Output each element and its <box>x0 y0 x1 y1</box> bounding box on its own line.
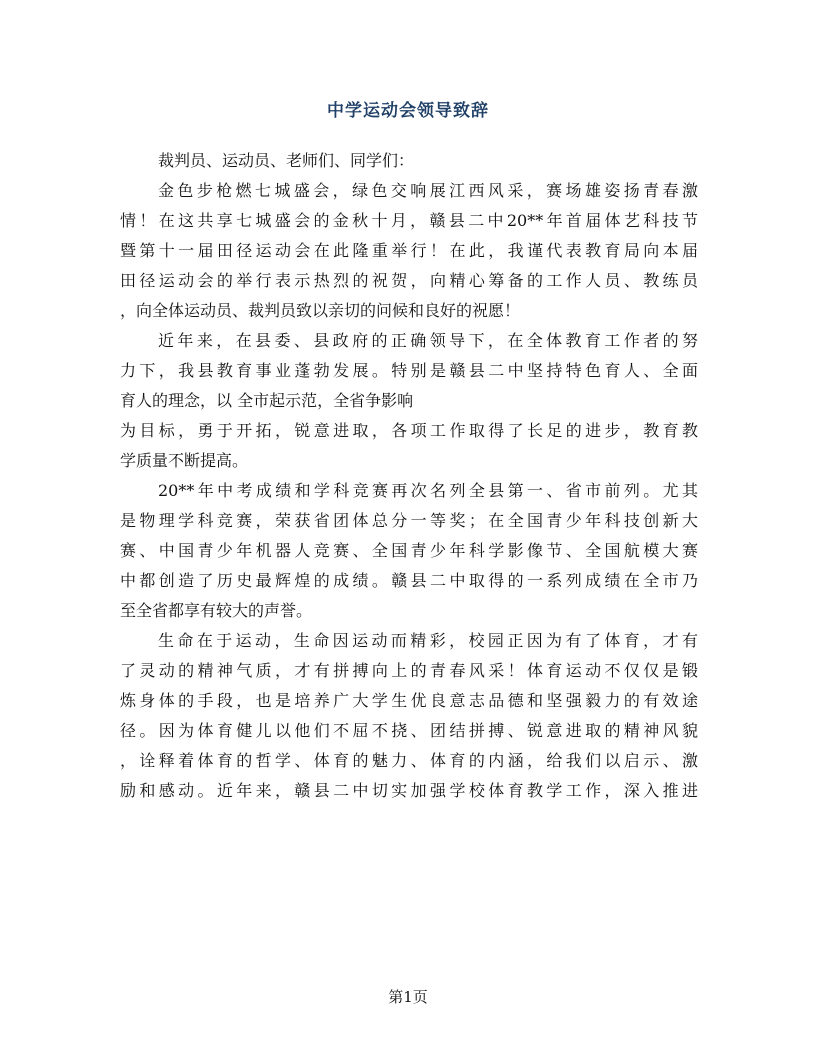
paragraph-line: 励和感动。近年来，赣县二中切实加强学校体育教学工作，深入推进 <box>120 781 698 800</box>
paragraph-line: 20**年中考成绩和学科竞赛再次名列全县第一、省市前列。尤其 <box>158 481 698 500</box>
paragraph-line: 赛、中国青少年机器人竞赛、全国青少年科学影像节、全国航模大赛 <box>120 541 698 560</box>
paragraph-line: 金色步枪燃七城盛会，绿色交响展江西风采，赛场雄姿扬青春激 <box>158 181 698 200</box>
paragraph-line: ，向全体运动员、裁判员致以亲切的问候和良好的祝愿！ <box>120 301 521 320</box>
paragraph-line: 情！在这共享七城盛会的金秋十月，赣县二中20**年首届体艺科技节 <box>120 211 698 230</box>
paragraph-line: 育人的理念，以 全市起示范，全省争影响 <box>120 391 414 410</box>
paragraph-line: ，诠释着体育的哲学、体育的魅力、体育的内涵，给我们以启示、激 <box>120 751 698 770</box>
paragraph-line: 生命在于运动，生命因运动而精彩，校园正因为有了体育，才有 <box>158 631 698 650</box>
paragraph-line: 近年来，在县委、县政府的正确领导下，在全体教育工作者的努 <box>158 331 698 350</box>
paragraph-line: 暨第十一届田径运动会在此隆重举行！在此，我谨代表教育局向本届 <box>120 241 698 260</box>
page-title: 中学运动会领导致辞 <box>327 101 489 121</box>
paragraph-line: 中都创造了历史最辉煌的成绩。赣县二中取得的一系列成绩在全市乃 <box>120 571 698 590</box>
paragraph-line: 田径运动会的举行表示热烈的祝贺，向精心筹备的工作人员、教练员 <box>120 271 698 290</box>
salutation-line: 裁判员、运动员、老师们、同学们： <box>158 151 415 170</box>
page-number: 第1页 <box>388 988 428 1006</box>
document-body <box>120 146 698 806</box>
paragraph-line: 至全省都享有较大的声誉。 <box>120 601 313 620</box>
paragraph-line: 力下，我县教育事业蓬勃发展。特别是赣县二中坚持特色育人、全面 <box>120 361 698 380</box>
paragraph-line: 是物理学科竞赛，荣获省团体总分一等奖；在全国青少年科技创新大 <box>120 511 698 530</box>
paragraph-line: 学质量不断提高。 <box>120 451 249 470</box>
paragraph-line: 炼身体的手段，也是培养广大学生优良意志品德和坚强毅力的有效途 <box>120 691 698 710</box>
paragraph-line: 为目标，勇于开拓，锐意进取，各项工作取得了长足的进步，教育教 <box>120 421 698 440</box>
paragraph-line: 了灵动的精神气质，才有拼搏向上的青春风采！体育运动不仅仅是锻 <box>120 661 698 680</box>
paragraph-line: 径。因为体育健儿以他们不屈不挠、团结拼搏、锐意进取的精神风貌 <box>120 721 698 740</box>
